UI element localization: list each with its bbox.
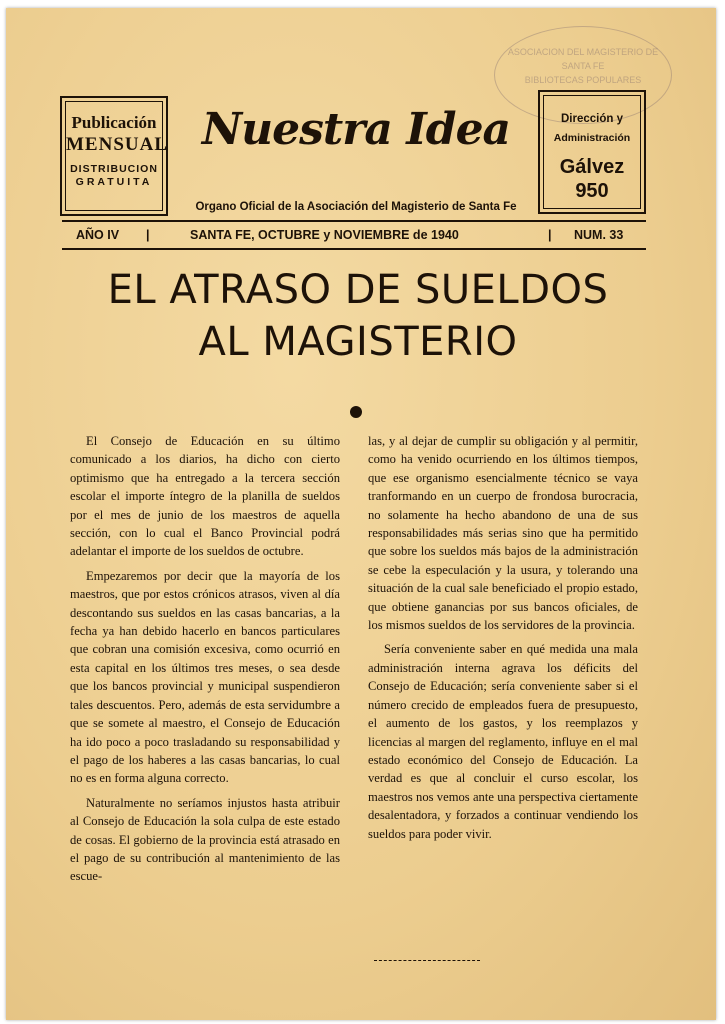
direction-label: Dirección y <box>561 113 623 125</box>
issue-line <box>62 226 646 246</box>
article-column-left <box>70 432 340 892</box>
masthead-subtitle: Organo Oficial de la Asociación del Magisterio de Santa Fe <box>195 201 517 213</box>
paragraph: las, y al dejar de cumplir su obligación y al permitir, como ha venido ocurriendo en los últimos tiempos, que ese organismo esencialmente técnico se vaya tranformando en un cuerpo de frondosa burocracia, no solamente ha hecho abandono de una de sus responsabilidades más serias sino que ha permitido que sobre los sueldos más bajos de la administración se cebe la especulación y la usura, y tolerando una situación de la cual sale beneficiado el propio estado, que obtiene ganancias por sus bancos oficiales, de los mismos sueldos de los servidores de la provincia. <box>368 434 638 633</box>
paragraph: Empezaremos por decir que la mayoría de los maestros, que por estos crónicos atrasos, viven al día descontando sus sueldos en las casas bancarias, a la fecha ya han debido hacerlo en bancos particulares que cobran una comisión excesiva, como ocurrió en esta capital en los últimos tres meses, o sea desde que los bancos provincial y municipal suspendieron tales descuentos. Pero, además de esta servidumbre a que se somete al maestro, el Consejo de Educación ha ido poco a poco trasladando su responsabilidad y el pago de los haberes a las casas bancarias, lo cual no es en forma alguna correcto. <box>70 568 340 786</box>
publication-label: Publicación <box>71 113 157 132</box>
top-rule <box>62 220 646 222</box>
publication-info-inner <box>65 101 169 211</box>
publication-info-box <box>60 96 168 216</box>
paragraph: Naturalmente no seríamos injustos hasta atribuir al Consejo de Educación la sola culpa de este estado de cosas. El gobierno de la provincia está atrasado en el pago de su contribución al mantenimiento de las escue- <box>70 795 340 884</box>
bottom-rule <box>62 248 646 250</box>
address-inner <box>543 95 641 209</box>
paragraph: Sería conveniente saber en qué medida una mala administración interna agrava los déficits del Consejo de Educación; sería conveniente saber si el número crecido de empleados fuera de presupuesto, el aumento de los gastos, y los reemplazos y licencias al margen del reglamento, influye en el mal estado económico del Consejo de Educación. La verdad es que al concluir el curso escolar, los maestros nos vemos ante una perspectiva ciertamente desalentadora, y forzados a continuar vendiendo los sueldos para poder vivir. <box>368 642 638 841</box>
issue-number: NUM. 33 <box>574 228 624 242</box>
article-title-line2: AL MAGISTERIO <box>198 319 518 365</box>
stamp-text: ASOCIACION DEL MAGISTERIO DE SANTA FE <box>507 47 659 71</box>
article-column-right <box>368 432 638 849</box>
administration-label: Administración <box>553 132 631 144</box>
separator: | <box>146 228 150 242</box>
frequency-label: MENSUAL <box>66 134 169 155</box>
article-title <box>46 264 670 368</box>
stamp-subtext: BIBLIOTECAS POPULARES <box>524 75 642 85</box>
separator: | <box>548 228 552 242</box>
title-dot <box>350 406 362 418</box>
masthead-title: Nuestra Idea <box>201 104 511 155</box>
address-box <box>538 90 646 214</box>
street-address: Gálvez 950 <box>559 156 625 202</box>
issue-year: AÑO IV <box>76 228 120 242</box>
article-end-mark <box>374 960 480 961</box>
free-label: GRATUITA <box>75 176 153 188</box>
distribution-label: DISTRIBUCION <box>70 163 158 175</box>
article-title-line1: EL ATRASO DE SUELDOS <box>107 267 609 313</box>
issue-date: SANTA FE, OCTUBRE y NOVIEMBRE de 1940 <box>190 228 459 242</box>
paragraph: El Consejo de Educación en su último comunicado a los diarios, ha dicho con cierto optimismo que ha entregado a la tercera sección escolar el importe íntegro de la planilla de sueldos por el mes de junio de los maestros de aquella sección, con lo cual el Banco Provincial podrá adelantar el importe de los sueldos de octubre. <box>70 434 340 559</box>
newspaper-page <box>6 8 716 1020</box>
